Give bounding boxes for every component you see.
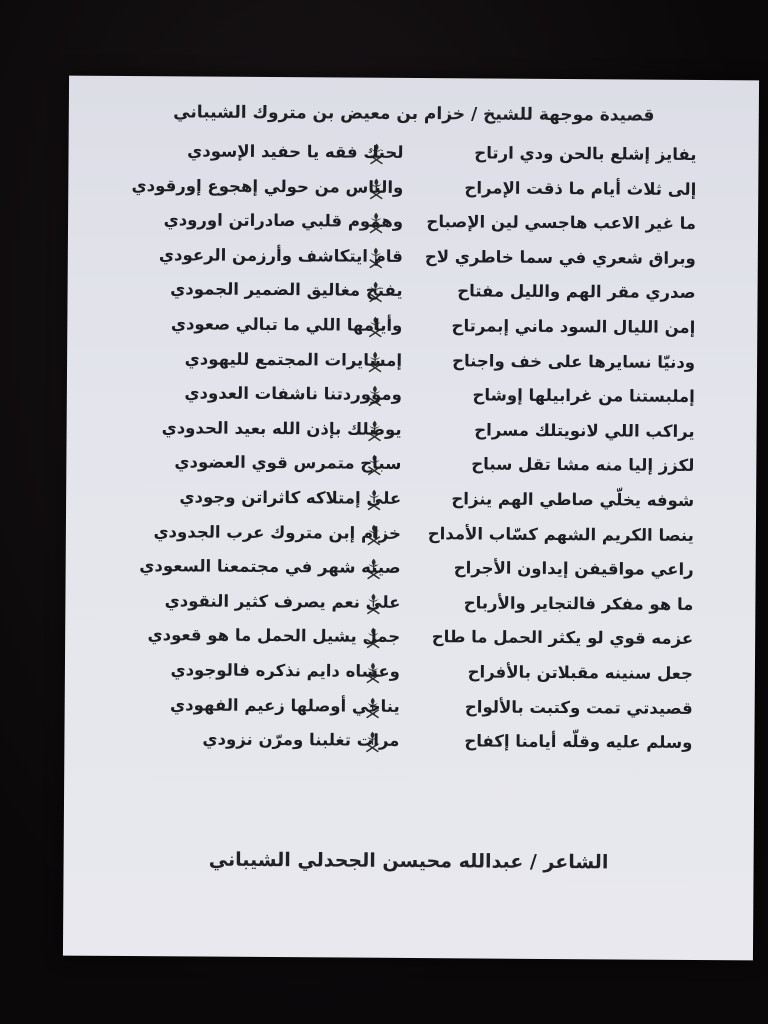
poet-signature: الشاعر / عبدالله محيسن الجحدلي الشيباني bbox=[208, 848, 609, 874]
verse-second-hemistich: يوصلك بإذن الله بعيد الحدودي bbox=[161, 418, 402, 439]
verse-row bbox=[65, 622, 755, 661]
verse-first-hemistich: إمن الليال السود ماني إبمرتاح bbox=[451, 316, 696, 337]
verse-second-hemistich: قام ايتكاشف وأرزمن الرعودي bbox=[158, 245, 403, 266]
verse-second-hemistich: صيته شهر في مجتمعنا السعودي bbox=[139, 556, 401, 578]
verse-first-hemistich: جعل سنينه مقبلاتن بالأفراح bbox=[467, 662, 693, 683]
verse-second-hemistich: وعساه دايم نذكره فالوجودي bbox=[170, 660, 400, 681]
verse-row bbox=[65, 656, 755, 695]
verse-second-hemistich: والناس من حولي إهجوع إورقودي bbox=[131, 175, 404, 197]
verse-first-hemistich: شوفه يخلّي صاطي الهم ينزاح bbox=[451, 489, 695, 510]
verse-row bbox=[68, 241, 758, 280]
verse-first-hemistich: عزمه قوي لو يكثر الحمل ما طاح bbox=[431, 627, 694, 649]
verse-first-hemistich: ما غير الاعب هاجسي لين الإصباح bbox=[426, 212, 697, 234]
verse-row bbox=[67, 311, 757, 350]
verse-row bbox=[66, 414, 756, 453]
verse-first-hemistich: ودنيّا نسايرها على خف واجناح bbox=[452, 350, 696, 372]
verse-second-hemistich: خزام إبن متروك عرب الجدودي bbox=[153, 521, 401, 543]
verse-second-hemistich: وهموم قلبي صادراتن اورودي bbox=[163, 210, 404, 232]
verse-row bbox=[66, 484, 756, 523]
verse-second-hemistich: يفتح مغاليق الضمير الجمودي bbox=[170, 279, 403, 301]
verse-first-hemistich: إلى ثلاث أيام ما ذقت الإمراح bbox=[464, 177, 697, 199]
verse-first-hemistich: يراكب اللي لانويتلك مسراح bbox=[474, 420, 695, 441]
verse-first-hemistich: راعي مواقيفن إيداون الأجراح bbox=[453, 558, 694, 580]
verse-second-hemistich: يناجي أوصلها زعيم الفهودي bbox=[170, 694, 400, 716]
poem-title: قصيدة موجهة للشيخ / خزام بن معيض بن متروك الشيباني bbox=[173, 102, 655, 126]
verse-row bbox=[68, 172, 758, 211]
verse-first-hemistich: قصيدتي تمت وكتبت بالألواح bbox=[464, 696, 693, 718]
verse-row bbox=[67, 380, 757, 419]
verse-row bbox=[65, 691, 755, 730]
verse-second-hemistich: سباح متمرس قوي العضودي bbox=[174, 452, 402, 474]
verse-second-hemistich: لحنك فقه يا حفيد الإسودي bbox=[187, 141, 404, 162]
verse-second-hemistich: على إمتلاكه كاثراتن وجودي bbox=[179, 487, 402, 508]
verse-second-hemistich: وأيامها اللي ما تبالي صعودي bbox=[170, 314, 403, 335]
verse-row bbox=[68, 207, 758, 246]
verse-first-hemistich: يفايز إشلع بالحن ودي ارتاح bbox=[474, 143, 697, 164]
verse-first-hemistich: ما هو مفكر فالتجاير والأرباح bbox=[463, 593, 694, 614]
verse-row bbox=[68, 138, 758, 177]
verse-first-hemistich: وسلم عليه وقلّه أيامنا إكفاح bbox=[464, 731, 693, 753]
paper-sheet bbox=[63, 76, 759, 961]
verse-second-hemistich: جمل يشيل الحمل ما هو قعودي bbox=[147, 625, 401, 647]
verse-second-hemistich: على نعم يصرف كثير النقودي bbox=[164, 591, 401, 612]
verse-second-hemistich: مرات تغلبنا ومرّن نزودي bbox=[202, 729, 400, 751]
poem-verses bbox=[64, 138, 758, 765]
verse-first-hemistich: إملبستنا من غرابيلها إوشاح bbox=[472, 385, 695, 407]
verse-row bbox=[67, 276, 757, 315]
verse-first-hemistich: لكزز إليا منه مشا تقل سباح bbox=[471, 454, 695, 476]
verse-row bbox=[65, 587, 755, 626]
verse-first-hemistich: صدري مقر الهم والليل مفتاح bbox=[457, 281, 696, 303]
verse-first-hemistich: وبراق شعري في سما خاطري لاح bbox=[424, 246, 696, 268]
verse-row bbox=[64, 726, 754, 765]
verse-row bbox=[67, 345, 757, 384]
verse-second-hemistich: ومووردتنا ناشفات العدودي bbox=[184, 383, 402, 405]
verse-row bbox=[66, 518, 756, 557]
verse-row bbox=[66, 449, 756, 488]
verse-row bbox=[66, 553, 756, 592]
verse-first-hemistich: ينصا الكريم الشهم كسّاب الأمداح bbox=[427, 523, 694, 545]
verse-second-hemistich: إمسايرات المجتمع لليهودي bbox=[184, 348, 403, 370]
